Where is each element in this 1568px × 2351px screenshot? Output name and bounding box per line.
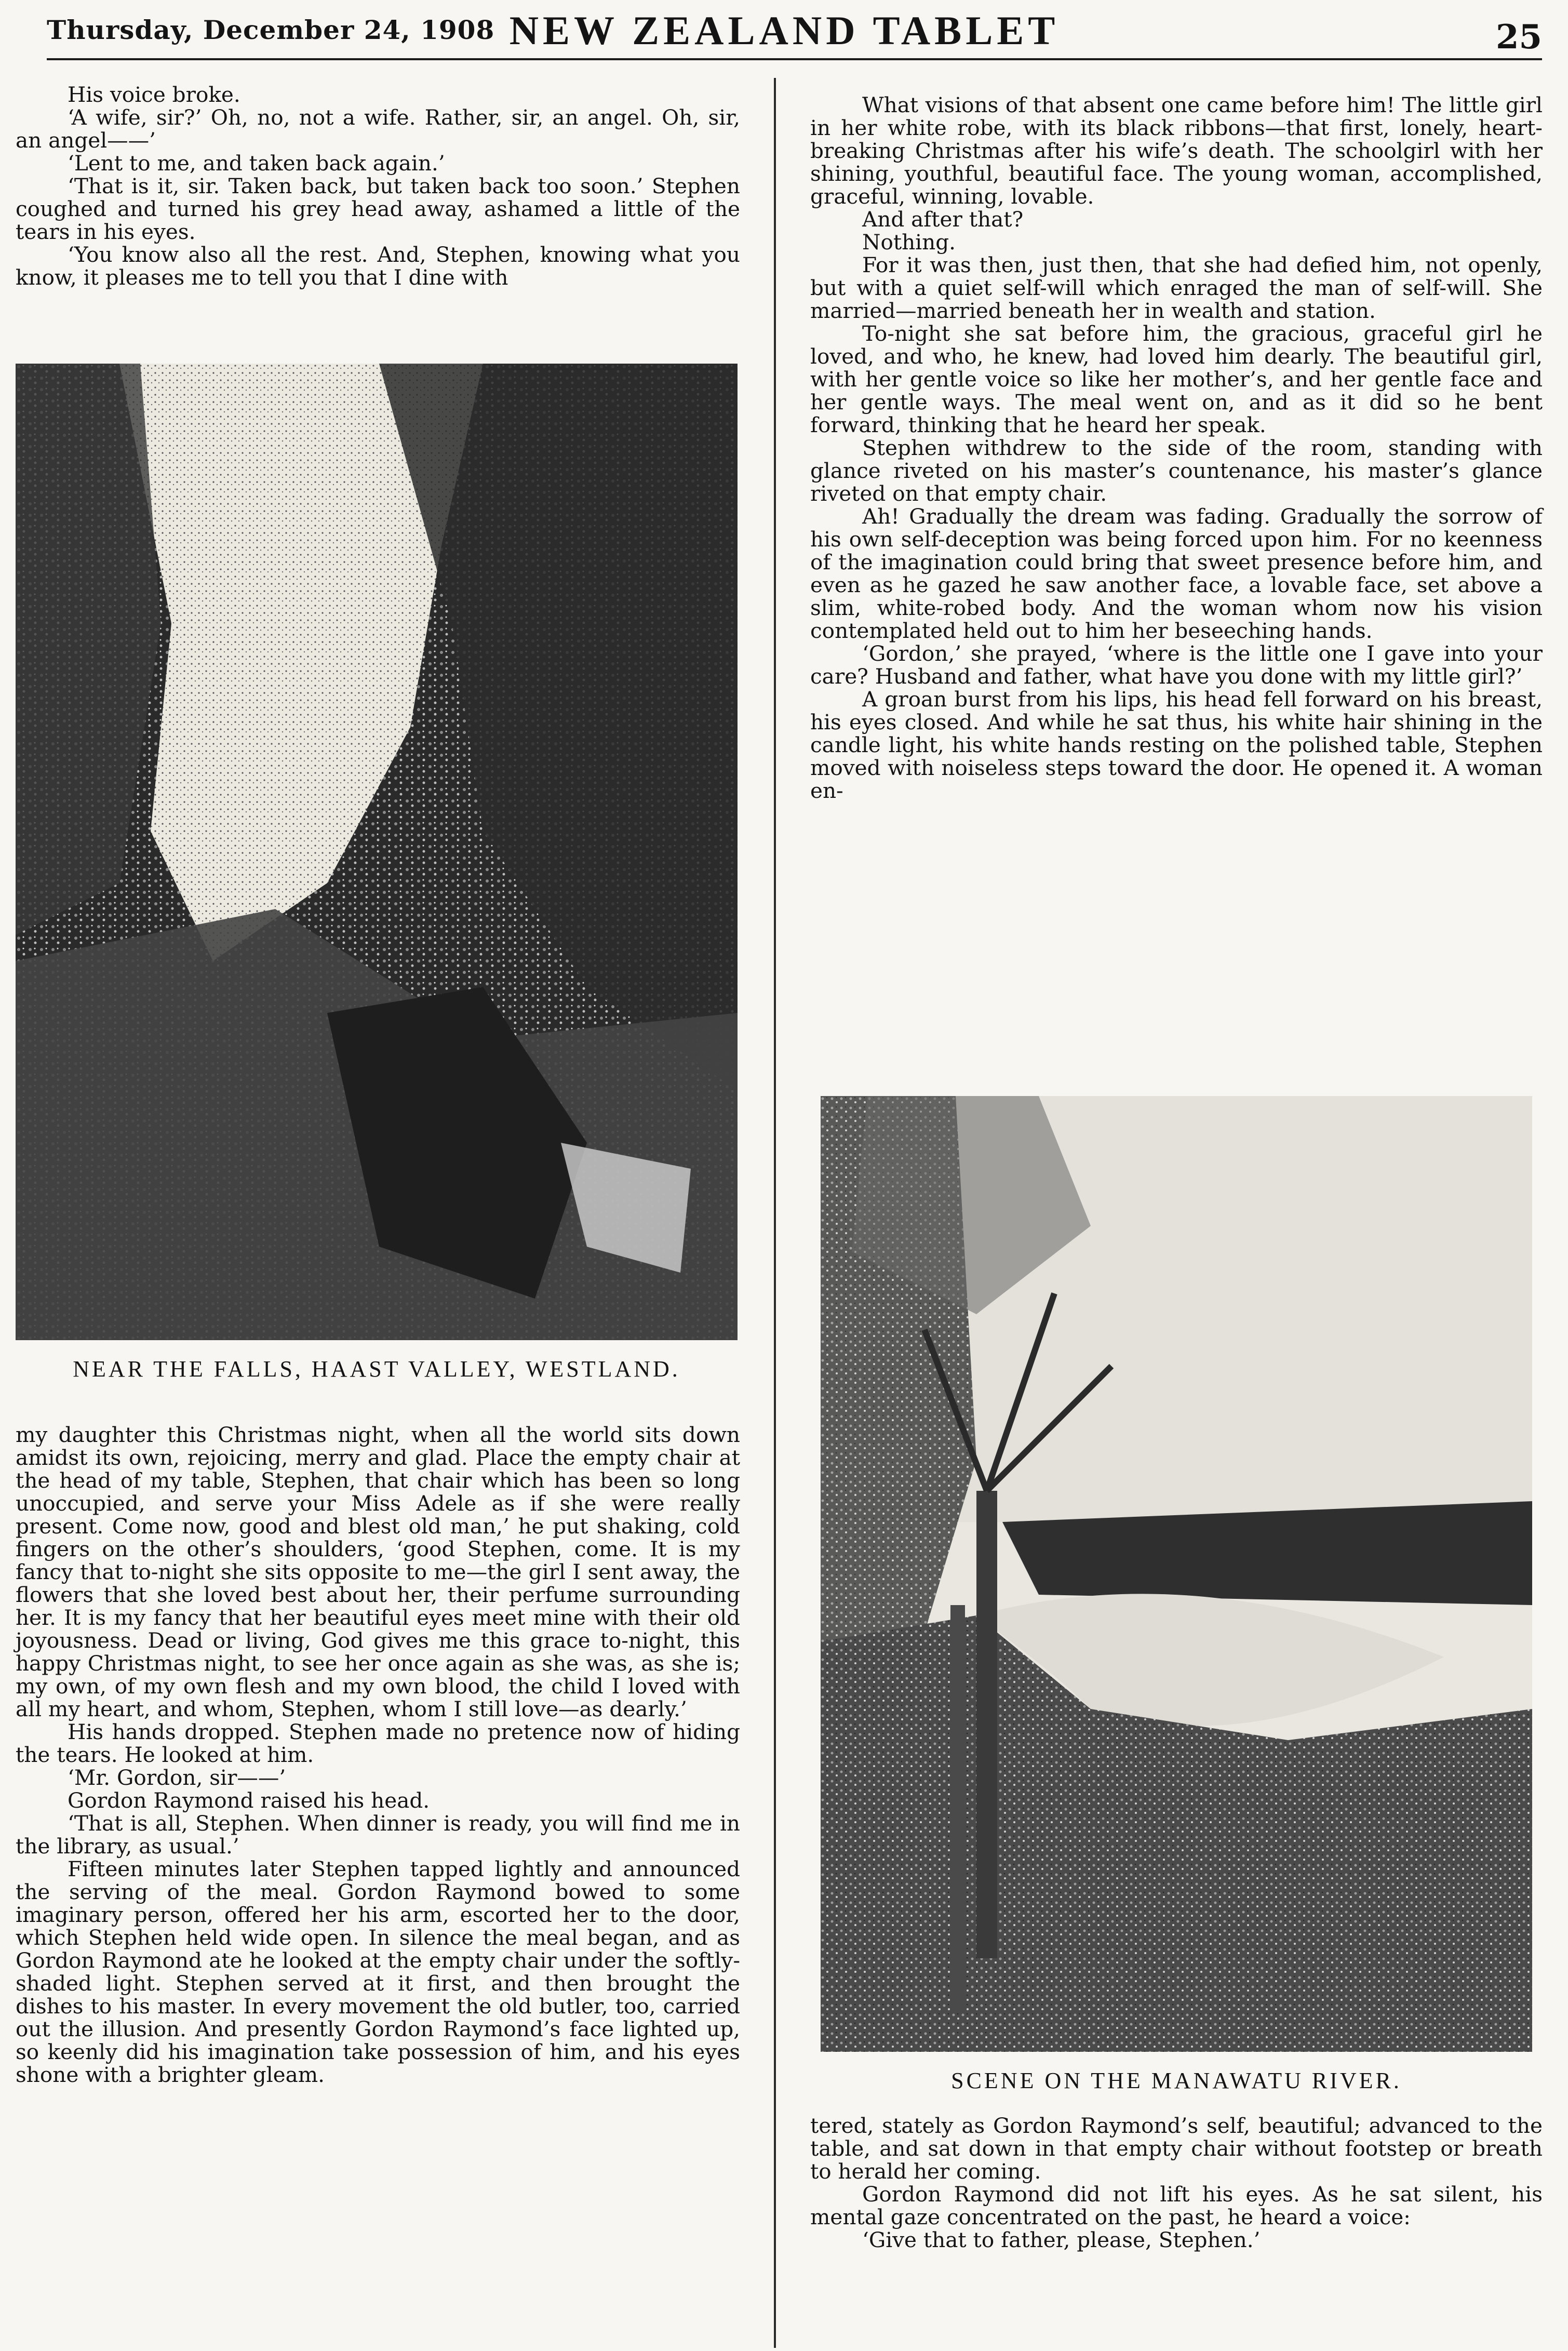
paragraph: ‘Give that to father, please, Stephen.’	[862, 2227, 1261, 2252]
page-header	[0, 0, 1568, 62]
paragraph: ‘A wife, sir?’ Oh, no, not a wife. Rather, sir, an angel. Oh, sir, an angel——’	[16, 105, 740, 153]
paragraph: Ah! Gradually the dream was fading. Gradually the sorrow of his own self-deception was being forced upon him. For no keenness of the imagination could bring that sweet presence before him, and even as he gazed he saw another face, a lovable face, set above a slim, white-robed body. And the woman whom now his vision contemplated held out to him her beseeching hands.	[810, 504, 1543, 643]
paragraph: ‘Mr. Gordon, sir——’	[68, 1765, 286, 1790]
photo-caption-haast: NEAR THE FALLS, HAAST VALLEY, WESTLAND.	[73, 1356, 680, 1382]
paragraph: my daughter this Christmas night, when all the world sits down amidst its own, rejoicing, merry and glad. Place the empty chair at the head of my table, Stephen, that chair which has been so long unoccupied, and serve your Miss Adele as if she were really present. Come now, good and blest old man,’ he put shaking, cold fingers on the other’s shoulders, ‘good Stephen, come. It is my fancy that to-night she sits opposite to me—the girl I sent away, the flowers that she loved best about her, their perfume surrounding her. It is my fancy that her beautiful eyes meet mine with their old joyousness. Dead or living, God gives me this grace to-night, this happy Christmas night, to see her once again as she was, as she is; my own, of my own flesh and my own blood, the child I loved with all my heart, and whom, Stephen, whom I still love—as dearly.’	[16, 1422, 740, 1721]
photo-haast-valley-falls	[16, 364, 738, 1340]
paragraph: A groan burst from his lips, his head fell forward on his breast, his eyes closed. And while he sat thus, his white hair shining in the candle light, his white hands resting on the polished table, Stephen moved with noiseless steps toward the door. He opened it. A woman en-	[810, 687, 1543, 803]
photo-manawatu-river	[821, 1096, 1532, 2052]
paragraph: What visions of that absent one came before him! The little girl in her white robe, with its black ribbons—that first, lonely, heart-breaking Christmas after his wife’s death. The schoolgirl with her shining, youthful, beautiful face. The young woman, accomplished, graceful, winning, lovable.	[810, 92, 1543, 209]
issue-date: Thursday, December 24, 1908	[47, 15, 495, 45]
header-rule	[47, 58, 1542, 60]
photo-caption-manawatu: SCENE ON THE MANAWATU RIVER.	[951, 2068, 1402, 2093]
right-column-top-text	[810, 93, 1543, 802]
paragraph: ‘Lent to me, and taken back again.’	[68, 151, 445, 176]
paragraph: tered, stately as Gordon Raymond’s self, beautiful; advanced to the table, and sat down in that empty chair without footstep or breath to herald her coming.	[810, 2113, 1543, 2184]
paragraph: Gordon Raymond did not lift his eyes. As he sat silent, his mental gaze concentrated on the past, he heard a voice:	[810, 2182, 1543, 2229]
left-column-top-text	[16, 83, 740, 289]
paragraph: ‘That is all, Stephen. When dinner is ready, you will find me in the library, as usual.’	[16, 1811, 740, 1859]
page-number: 25	[1495, 18, 1542, 57]
paragraph: To-night she sat before him, the gracious, graceful girl he loved, and who, he knew, had loved him dearly. The beautiful girl, with her gentle voice so like her mother’s, and her gentle face and her gentle ways. The meal went on, and as it did so he bent forward, thinking that he heard her speak.	[810, 321, 1543, 437]
left-column-bottom-text	[16, 1423, 740, 2086]
column-divider	[774, 78, 776, 2348]
right-column-bottom-text	[810, 2114, 1543, 2251]
paragraph: For it was then, just then, that she had defied him, not openly, but with a quiet self-will which enraged the man of self-will. She married—married beneath her in wealth and station.	[810, 252, 1543, 323]
paragraph: ‘Gordon,’ she prayed, ‘where is the little one I gave into your care? Husband and father, what have you done with my little girl?’	[810, 641, 1543, 689]
paragraph: Nothing.	[862, 230, 956, 255]
paragraph: Gordon Raymond raised his head.	[68, 1788, 430, 1813]
paragraph: And after that?	[862, 207, 1024, 232]
paragraph: His hands dropped. Stephen made no pretence now of hiding the tears. He looked at him.	[16, 1719, 740, 1767]
paragraph: ‘You know also all the rest. And, Stephen, knowing what you know, it pleases me to tell you that I dine with	[16, 242, 740, 290]
paragraph: ‘That is it, sir. Taken back, but taken back too soon.’ Stephen coughed and turned his grey head away, ashamed a little of the tears in his eyes.	[16, 173, 740, 244]
paragraph: Stephen withdrew to the side of the room, standing with glance riveted on his master’s countenance, his master’s glance riveted on that empty chair.	[810, 435, 1543, 506]
masthead-title: NEW ZEALAND TABLET	[509, 8, 1060, 53]
paragraph: His voice broke.	[68, 82, 240, 107]
paragraph: Fifteen minutes later Stephen tapped lightly and announced the serving of the meal. Gordon Raymond bowed to some imaginary person, offered her his arm, escorted her to the door, which Stephen held wide open. In silence the meal began, and as Gordon Raymond ate he looked at the empty chair under the softly-shaded light. Stephen served at it first, and then brought the dishes to his master. In every movement the old butler, too, carried out the illusion. And presently Gordon Raymond’s face lighted up, so keenly did his imagination take possession of him, and his eyes shone with a brighter gleam.	[16, 1856, 740, 2087]
